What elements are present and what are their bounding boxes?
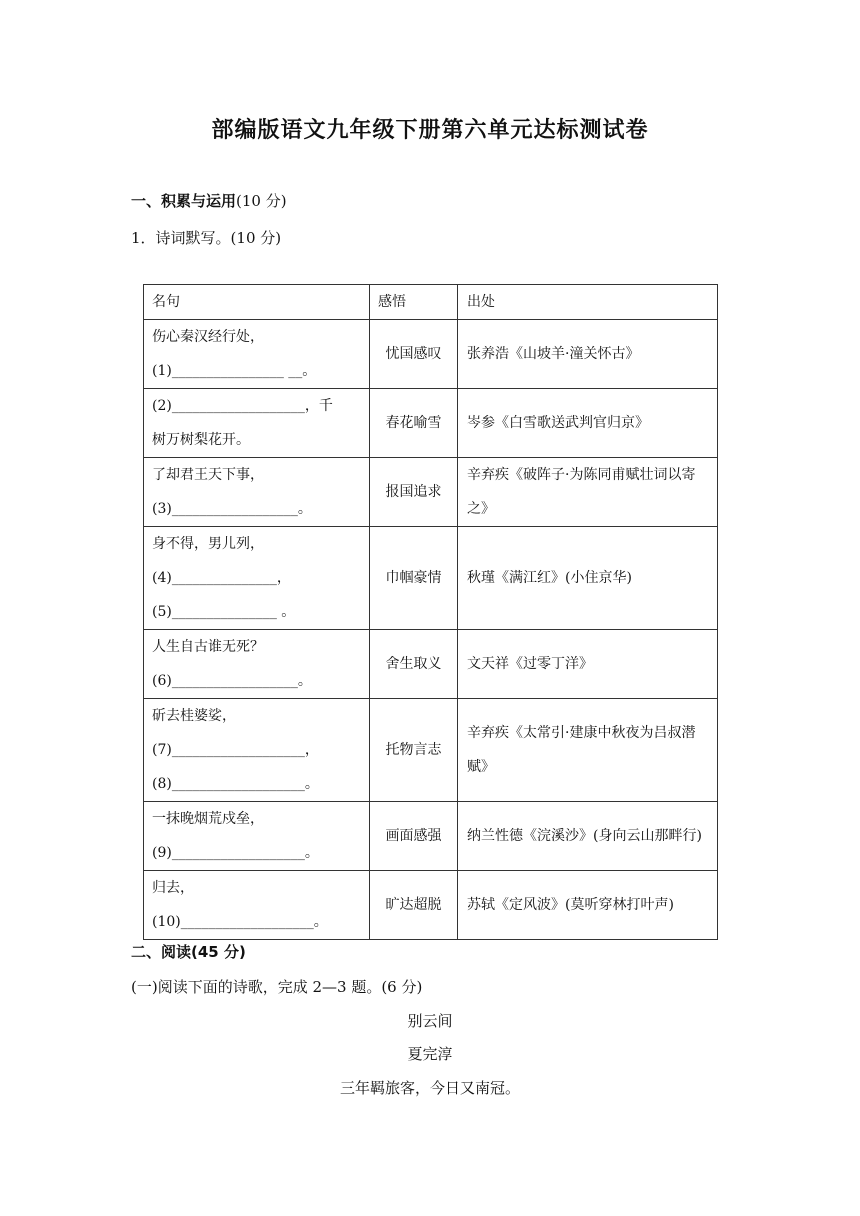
feeling-cell: 托物言志 (370, 699, 458, 802)
line-text: 树万树梨花开。 (152, 432, 250, 448)
line-text: 人生自古谁无死？ (152, 639, 264, 655)
poem-title: 别云间 (407, 1012, 453, 1030)
blank-1: (1)________________ __。 (152, 363, 317, 379)
section-1-heading (131, 190, 287, 211)
blank-10: (10)___________________。 (152, 914, 328, 930)
feeling-cell: 巾帼豪情 (370, 527, 458, 630)
feeling-cell: 画面感强 (370, 802, 458, 871)
source-cell: 岑参《白雪歌送武判官归京》 (458, 389, 718, 458)
line-text: 了却君王天下事， (152, 467, 264, 483)
reading-part-1-instruction: (一)阅读下面的诗歌，完成 2—3 题。(6 分) (131, 978, 423, 996)
section-2-score: (45 分) (191, 943, 246, 961)
feeling-cell: 旷达超脱 (370, 871, 458, 940)
source-cell: 辛弃疾《破阵子·为陈同甫赋壮词以寄之》 (458, 458, 718, 527)
famous-line-cell (144, 871, 370, 940)
famous-line-cell (144, 320, 370, 389)
poem-author: 夏完淳 (407, 1045, 453, 1063)
source-cell: 辛弃疾《太常引·建康中秋夜为吕叔潜赋》 (458, 699, 718, 802)
blank-8: (8)___________________。 (152, 776, 319, 792)
page-title: 部编版语文九年级下册第六单元达标测试卷 (211, 118, 649, 143)
poem-table (143, 284, 718, 940)
blank-4: (4)_______________， (152, 570, 291, 586)
section-1-score: (10 分) (236, 192, 287, 210)
feeling-cell: 舍生取义 (370, 630, 458, 699)
line-text: 一抹晚烟荒戍垒， (152, 811, 264, 827)
section-2-heading (131, 941, 246, 962)
famous-line-cell (144, 802, 370, 871)
source-cell: 张养浩《山坡羊·潼关怀古》 (458, 320, 718, 389)
famous-line-cell (144, 389, 370, 458)
question-1: 1．诗词默写。(10 分) (131, 229, 282, 247)
feeling-cell: 忧国感叹 (370, 320, 458, 389)
line-text: 斫去桂婆娑， (152, 708, 236, 724)
section-2-label: 二、阅读 (131, 943, 192, 961)
blank-7: (7)___________________， (152, 742, 319, 758)
blank-9: (9)___________________。 (152, 845, 319, 861)
table-header-row (144, 285, 718, 320)
line-text: 归去， (152, 880, 194, 896)
feeling-cell: 春花喻雪 (370, 389, 458, 458)
poem-line-1: 三年羁旅客，今日又南冠。 (339, 1079, 520, 1097)
blank-2: (2)___________________，千 (152, 398, 333, 414)
famous-line-cell (144, 699, 370, 802)
table-row (144, 802, 718, 871)
famous-line-cell (144, 630, 370, 699)
header-feeling: 感悟 (370, 285, 458, 320)
table-row (144, 871, 718, 940)
source-cell: 文天祥《过零丁洋》 (458, 630, 718, 699)
table-row (144, 320, 718, 389)
source-cell: 纳兰性德《浣溪沙》(身向云山那畔行) (458, 802, 718, 871)
header-famous-line: 名句 (144, 285, 370, 320)
table-row (144, 699, 718, 802)
blank-5: (5)_______________ 。 (152, 604, 296, 620)
table-row (144, 527, 718, 630)
table-row (144, 389, 718, 458)
header-source: 出处 (458, 285, 718, 320)
famous-line-cell (144, 527, 370, 630)
section-1-label: 一、积累与运用 (131, 192, 237, 210)
table-row (144, 630, 718, 699)
famous-line-cell (144, 458, 370, 527)
feeling-cell: 报国追求 (370, 458, 458, 527)
table-row (144, 458, 718, 527)
source-cell: 秋瑾《满江红》(小住京华) (458, 527, 718, 630)
line-text: 伤心秦汉经行处， (152, 329, 264, 345)
blank-6: (6)__________________。 (152, 673, 312, 689)
source-cell: 苏轼《定风波》(莫听穿林打叶声) (458, 871, 718, 940)
line-text: 身不得，男儿列， (152, 536, 264, 552)
blank-3: (3)__________________。 (152, 501, 312, 517)
